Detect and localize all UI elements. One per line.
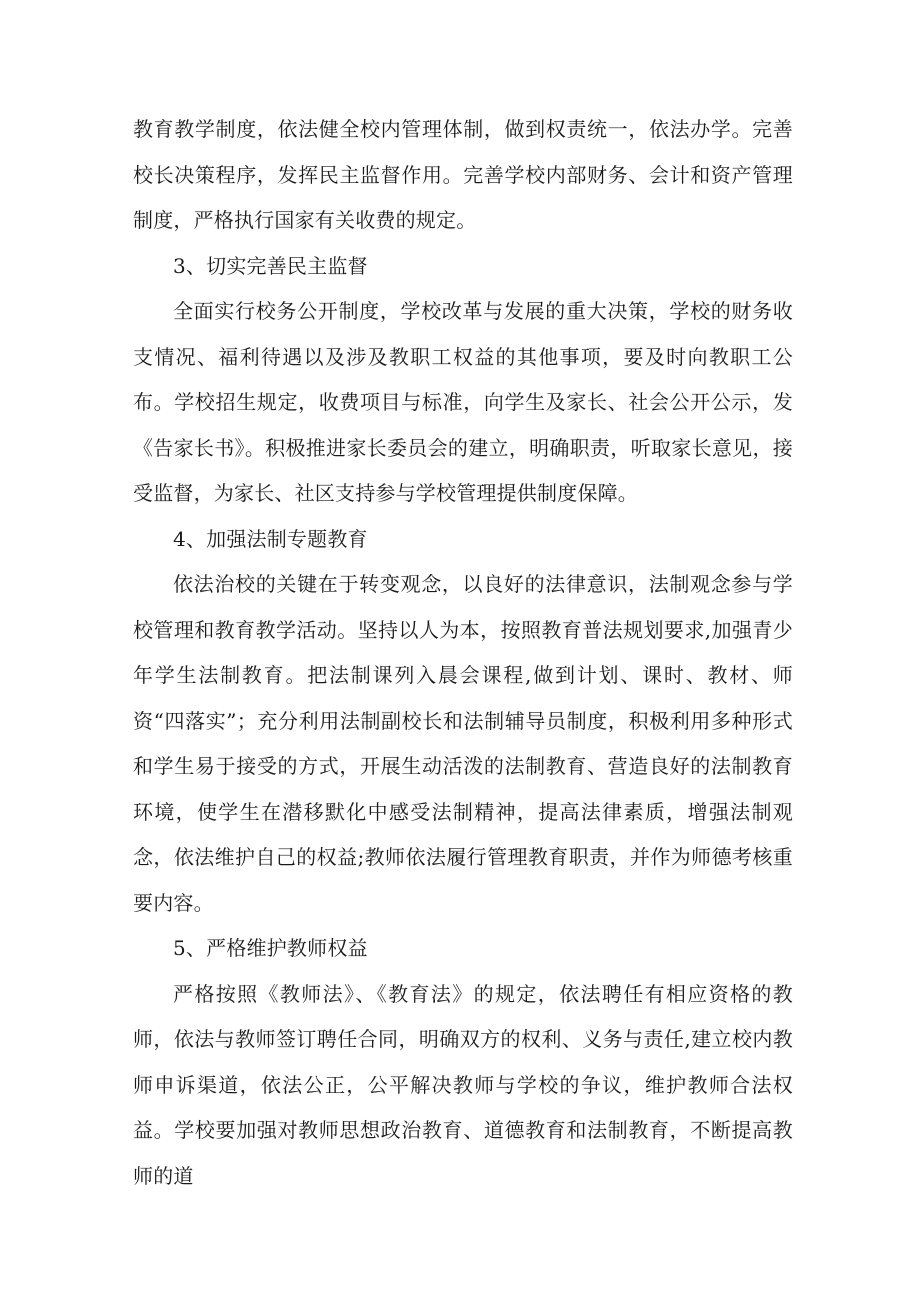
paragraph-democratic-supervision: 全面实行校务公开制度，学校改革与发展的重大决策，学校的财务收支情况、福利待遇以及涉及教职工权益的其他事项，要及时向教职工公布。学校招生规定，收费项目与标准，向学生及家长、社会公开公示，发《告家长书》。积极推进家长委员会的建立，明确职责，听取家长意见，接受监督，为家长、社区支持参与学校管理提供制度保障。 (133, 299, 793, 505)
section-heading-4: 4、加强法制专题教育 (173, 526, 368, 551)
section-heading-3: 3、切实完善民主监督 (173, 253, 368, 278)
document-body (133, 107, 793, 1199)
paragraph-legal-education: 依法治校的关键在于转变观念，以良好的法律意识，法制观念参与学校管理和教育教学活动。坚持以人为本，按照教育普法规划要求,加强青少年学生法制教育。把法制课列入晨会课程,做到计划、课时、教材、师资“四落实”；充分利用法制副校长和法制辅导员制度，积极利用多种形式和学生易于接受的方式，开展生动活泼的法制教育、营造良好的法制教育环境，使学生在潜移默化中感受法制精神，提高法律素质，增强法制观念，依法维护自己的权益;教师依法履行管理教育职责，并作为师德考核重要内容。 (133, 572, 793, 915)
section-heading-5: 5、严格维护教师权益 (173, 936, 368, 960)
paragraph-continuation: 教育教学制度，依法健全校内管理体制，做到权责统一，依法办学。完善校长决策程序，发挥民主监督作用。完善学校内部财务、会计和资产管理制度，严格执行国家有关收费的规定。 (133, 117, 793, 232)
paragraph-teacher-rights: 严格按照《教师法》、《教育法》的规定，依法聘任有相应资格的教师，依法与教师签订聘任合同，明确双方的权利、义务与责任,建立校内教师申诉渠道，依法公正，公平解决教师与学校的争议，维护教师合法权益。学校要加强对教师思想政治教育、道德教育和法制教育，不断提高教师的道 (133, 981, 793, 1188)
